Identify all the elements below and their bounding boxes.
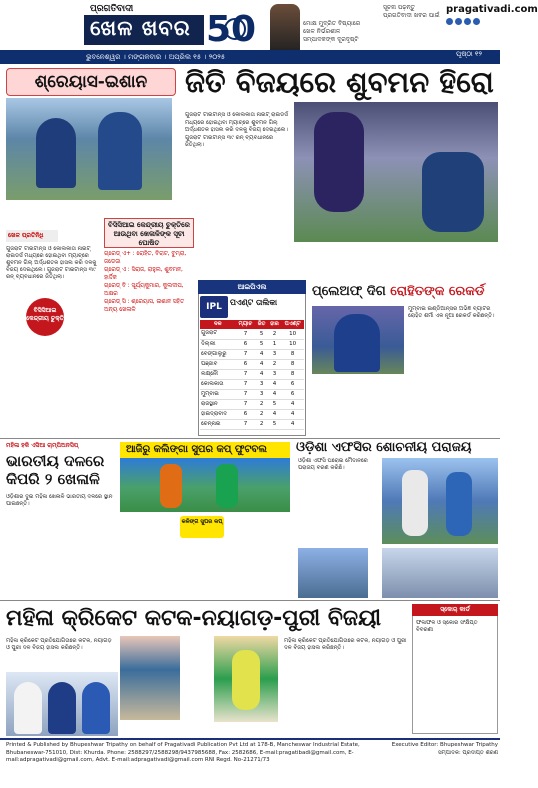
cell: 2 [255, 419, 267, 429]
table-row [200, 409, 304, 419]
cell: 2 [268, 359, 281, 369]
cell: 10 [281, 339, 304, 349]
website[interactable]: pragativadi.com [446, 4, 538, 15]
team-cell: ଲକ୍ଷ୍ନୌ [200, 369, 235, 379]
cell: 2 [255, 399, 267, 409]
cell: 7 [235, 389, 255, 399]
bcci-contract-title: ବିସିସିଆଇ କେନ୍ଦ୍ରୀୟ ଚୁକ୍ତିରେ ଆଉଥିବା ଖେଳାଳିଙ୍କ ସୂଚୀ ଘୋଷିତ [104, 218, 194, 248]
cell: 4 [255, 359, 267, 369]
cell: 4 [268, 409, 281, 419]
cell: 2 [268, 329, 281, 339]
ipl-header: ଆଇପିଏଲ [198, 280, 306, 294]
page-number: ପୃଷ୍ଠା ୧୨ [456, 50, 483, 58]
table-row [200, 399, 304, 409]
cell: 5 [255, 329, 267, 339]
odisha-fc-headline: ଓଡ଼ିଶା ଏଫସିର ଶୋଚନୀୟ ପରାଜୟ [296, 440, 472, 455]
player-figure-green [216, 464, 238, 508]
kicker-shreyas-ishan: ଶ୍ରେୟାସ-ଇଶାନ [6, 68, 176, 96]
cell: 3 [255, 379, 267, 389]
rohit-figure [334, 314, 380, 372]
team-cell: ଦିଲ୍ଲୀ [200, 339, 235, 349]
cell: 7 [235, 329, 255, 339]
cell: 5 [268, 419, 281, 429]
player-figure [232, 650, 260, 710]
grade-item: ଗ୍ରେଡ୍ ବି : ସୂର୍ଯ୍ୟକୁମାର, କୁଲଦୀପ, ଅକ୍ଷର [104, 283, 184, 297]
cell: 1 [268, 339, 281, 349]
promo-right-text: ସୂଚନା ପଢ଼ନ୍ତୁ ପ୍ରଗତିବାଦୀ ଖବର ପାଇଁ [383, 4, 440, 19]
cell: 4 [281, 409, 304, 419]
cell: 4 [255, 369, 267, 379]
side-column-text [6, 246, 98, 281]
player-figure [14, 682, 42, 734]
women-players-photo [6, 672, 118, 736]
bcci-stamp: ବିସିସିଆଇ କେନ୍ଦ୍ରୀୟ ଚୁକ୍ତି [26, 298, 64, 336]
player-figure-1 [36, 118, 76, 188]
women-kicker: ମହିଳା ହକି ଏସିଆ ଚାମ୍ପିଅନସିପ୍ [6, 442, 79, 449]
cell: 4 [268, 389, 281, 399]
cell: 7 [235, 379, 255, 389]
playoff-headline [312, 284, 498, 304]
cell: 6 [281, 389, 304, 399]
ipl-logo: IPL [200, 296, 228, 318]
column-header: ପଏଣ୍ଟ [281, 320, 304, 329]
player-figure [82, 682, 110, 734]
social-icons [446, 18, 498, 25]
side-body: ଗୁଜରାଟ ଟାଇଟାନ୍ସ ଓ କୋଲକାତା ନାଇଟ୍ ରାଇଡର୍ସ ମଧ୍ୟରେ ହୋଇଥିବା ମ୍ୟାଚ୍‌ରେ ଶୁବମନ ଗିଲ୍ ଅର୍ଦ୍ଧଶତକ ହାସଲ କରି ଦଳକୁ ବିଜୟ ଦେଇଥିଲେ। ଗୁଜରାଟ ଟାଇଟାନ୍ସ ୩୯ ରନ୍ ବ୍ୟବଧାନରେ ଜିତିଥିଲା। [6, 246, 97, 280]
cell: 8 [281, 349, 304, 359]
column-header: ଦଳ [200, 320, 235, 329]
cell: 3 [255, 389, 267, 399]
youtube-icon[interactable] [473, 18, 480, 25]
main-story-body: ଗୁଜରାଟ ଟାଇଟାନ୍ସ ଓ କୋଲକାତା ନାଇଟ୍ ରାଇଡର୍ସ ମଧ୍ୟରେ ହୋଇଥିବା ମ୍ୟାଚ୍‌ରେ ଶୁବମନ ଗିଲ୍ ଅର୍ଦ୍ଧଶତକ ହାସଲ କରି ଦଳକୁ ବିଜୟ ଦେଇଥିଲେ। ଗୁଜରାଟ ଟାଇଟାନ୍ସ ୩୯ ରନ୍ ବ୍ୟବଧାନରେ ଜିତିଥିଲା। [185, 112, 288, 148]
scorecard-title: ସ୍କୋର୍ କାର୍ଡ [412, 604, 498, 616]
player-figure-white [402, 470, 428, 536]
brand-name: ପ୍ରଗତିବାଦୀ [90, 4, 134, 14]
cell: 7 [235, 419, 255, 429]
playoff-headline-suffix: ରୋହିତଙ୍କ ରେକର୍ଡ [390, 284, 485, 299]
team-cell: ବେଙ୍ଗାଲୁରୁ [200, 349, 235, 359]
women-body: ଓଡ଼ିଶାର ଦୁଇ ମହିଳା ଖେଳାଳି ଭାରତୀୟ ଦଳରେ ସ୍ଥାନ ପାଇଛନ୍ତି। [6, 494, 113, 507]
cell: 8 [281, 359, 304, 369]
cell: 6 [235, 339, 255, 349]
player-figure-blue [446, 472, 472, 536]
cell: 3 [268, 369, 281, 379]
team-cell: ଚେନ୍ନାଇ [200, 419, 235, 429]
player-figure-2 [98, 112, 142, 190]
cell: 7 [235, 369, 255, 379]
contract-grade-list [104, 250, 194, 314]
cell: 2 [255, 409, 267, 419]
women-headline: ଭାରତୀୟ ଦଳରେ କିପରି ୨ ଖେଳାଳି [6, 452, 105, 488]
batter-figure [314, 112, 364, 212]
cell: 4 [281, 399, 304, 409]
team-cell: ପଞ୍ଜାବ [200, 359, 235, 369]
cricket-photo-batter [120, 636, 180, 720]
playoff-headline-prefix: ପ୍ଲେଅଫ୍‌ ଦିଗ [312, 284, 386, 299]
cell: 4 [281, 419, 304, 429]
column-header: ହାର [268, 320, 281, 329]
cell: 5 [268, 399, 281, 409]
editor-credit: Executive Editor: Bhupeshwar Tripathy ସମ୍ପାଦକ: ପ୍ରଦୀପ୍ତ ଶରଣ [391, 742, 498, 756]
grade-item: ଗ୍ରେଡ୍ ସି : ଶ୍ରେୟାସ, ଇଶାନ ସହିତ ଅନ୍ୟ ଖେଳାଳି [104, 299, 185, 313]
women-cricket-body: ମହିଳା କ୍ରିକେଟ ପ୍ରତିଯୋଗିତାରେ କଟକ, ନୟାଗଡ଼ ଓ ପୁରୀ ଦଳ ବିଜୟ ହାସଲ କରିଛନ୍ତି। [6, 638, 112, 651]
promo-photo [270, 4, 300, 52]
team-cell: ହାଇଦ୍ରାବାଦ [200, 409, 235, 419]
cell: 7 [235, 349, 255, 359]
table-row [200, 389, 304, 399]
table-row [200, 339, 304, 349]
footer-rule [0, 738, 500, 740]
section-divider [0, 438, 500, 439]
odisha-fc-photo [382, 458, 498, 544]
cell: 6 [281, 379, 304, 389]
section-divider [0, 600, 500, 601]
football-strip: ଆଜିରୁ କଲିଙ୍ଗା ସୁପର କପ୍‌ ଫୁଟବଲ [120, 442, 290, 458]
cell: 10 [281, 329, 304, 339]
logo-number: 50 [206, 9, 257, 50]
table-row [200, 419, 304, 429]
logo-ring [224, 18, 246, 40]
cell: 8 [281, 369, 304, 379]
match-photo-right [294, 102, 498, 242]
scorecard-body: ଫଳାଫଳ ଓ ସ୍କୋର ସଂକ୍ଷିପ୍ତ ବିବରଣୀ [416, 620, 478, 633]
grade-item: ଗ୍ରେଡ୍ ଏ+ : ରୋହିତ, ବିରାଟ, ବୁମ୍ରା, ଜଡେଜା [104, 251, 187, 265]
cell: 6 [235, 409, 255, 419]
cell: 3 [268, 349, 281, 359]
cricket-photo-bowler [214, 636, 278, 722]
imprint-line: Printed & Published by Bhupeshwar Tripathy on behalf of Pragativadi Publication Pvt Ltd at 178-B, Mancheswar Industrial Estate, Bhubaneswar-751010, Dist: Khurda. Phone: 2588297/2588298/9437985688, Fax: 2582686, E-mail:pragatibadi@gmail.com, E-mail:adpragativadi@gmail.com, Advt. E-mail:adpragativadi@gmail.com RNI Regd. No-21271/73 [6, 742, 360, 763]
ipl-table-title: ପଏଣ୍ଟ ତାଲିକା [230, 298, 278, 307]
ipl-table [200, 320, 304, 430]
cell: 4 [268, 379, 281, 389]
anniversary-logo [206, 8, 257, 52]
team-cell: ମୁମ୍ବାଇ [200, 389, 235, 399]
cell: 5 [255, 339, 267, 349]
odisha-fc-small-photo [298, 548, 368, 598]
table-row [200, 329, 304, 339]
instagram-icon[interactable] [464, 18, 471, 25]
byline: ଖେଳ ପ୍ରତିନିଧି [6, 230, 58, 242]
cell: 4 [255, 349, 267, 359]
team-cell: ରାଜସ୍ଥାନ [200, 399, 235, 409]
main-headline: ଜିତି ବିଜୟରେ ଶୁବମନ ହିରୋ [185, 65, 494, 99]
cell: 7 [235, 399, 255, 409]
rohit-photo [312, 306, 404, 374]
player-figure-orange [160, 464, 182, 508]
dateline: ଭୁବନେଶ୍ୱର । ମଙ୍ଗଳବାର । ଅପ୍ରିଲ ୧୫ । ୨୦୨୫ [0, 50, 500, 64]
table-row [200, 369, 304, 379]
team-cell: କୋଲକାତା [200, 379, 235, 389]
playoff-body: ମୁମ୍ବାଇ ଇଣ୍ଡିଆନ୍ସର ଅଭିଜ୍ଞ ବ୍ୟାଟର ରୋହିତ ଶର୍ମା ଏକ ନୂଆ ରେକର୍ଡ କରିଛନ୍ତି। [408, 306, 495, 319]
column-header: ମ୍ୟାଚ [235, 320, 255, 329]
football-photo [120, 458, 290, 512]
table-row [200, 349, 304, 359]
women-cricket-headline: ମହିଳା କ୍ରିକେଟ କଟକ-ନୟାଗଡ଼-ପୁରୀ ବିଜୟୀ [6, 604, 410, 634]
facebook-icon[interactable] [446, 18, 453, 25]
table-row [200, 379, 304, 389]
column-header: ଜିତ [255, 320, 267, 329]
promo-text: ମୋକ୍ଷ ମୁଦ୍ରିତ ବିଷ୍ୟାରେ ଖେଳ ନିର୍ଭରଶୀଳ ସମ୍ପାଦକଙ୍କ ଦୂରଦୃଷ୍ଟି [303, 20, 361, 43]
player-figure [48, 682, 76, 734]
team-cell: ଗୁଜରାଟ [200, 329, 235, 339]
odisha-fc-body: ଓଡ଼ିଶା ଏଫସି ଘରୋଇ ମୈଦାନରେ ପରାଜୟ ବରଣ କରିଛି। [298, 458, 368, 471]
cell: 6 [235, 359, 255, 369]
super-cup-badge: କଳିଙ୍ଗ ସୁପର କପ୍ [180, 516, 224, 538]
odisha-fc-small-photo-2 [382, 548, 498, 598]
women-cricket-body-2: ମହିଳା କ୍ରିକେଟ ପ୍ରତିଯୋଗିତାରେ କଟକ, ନୟାଗଡ଼ ଓ ପୁରୀ ଦଳ ବିଜୟ ହାସଲ କରିଛନ୍ତି। [284, 638, 407, 651]
grade-item: ଗ୍ରେଡ୍ ଏ : ସିରାଜ, ରାହୁଲ, ଶୁବମନ, ହାର୍ଦ୍ଦିକ [104, 267, 183, 281]
wicketkeeper-figure [422, 152, 484, 232]
twitter-icon[interactable] [455, 18, 462, 25]
cricket-photo-left [6, 98, 172, 200]
section-title: ଖେଳ ଖବର [84, 15, 204, 45]
table-row [200, 359, 304, 369]
table-header-row [200, 320, 304, 329]
